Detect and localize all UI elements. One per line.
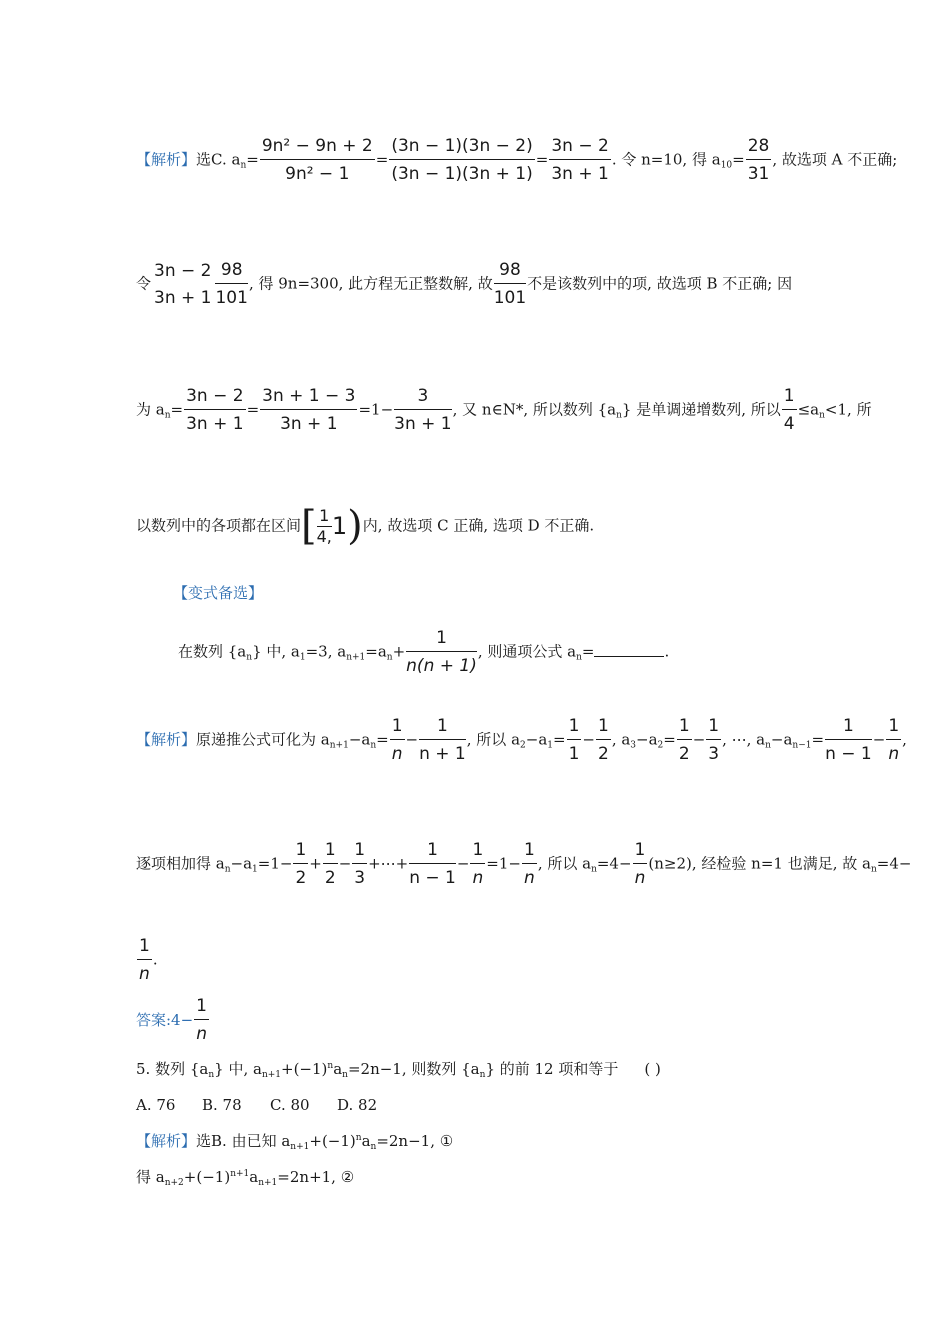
question-5: 5. 数列 $\{a_n\}$ 中, $a_{n+1}+(-1)^na_n=2n-1$, 则数列 $\{a_n\}$ 的前 12 项和等于 ( ): [136, 1060, 661, 1080]
variant-problem: 在数列 $\{a_n\}$ 中, $a_1=3$, $a_{n+1}=a_n+$ $\frac{1}{n(n + 1)}$ , 则通项公式 $a_n=$ .: [178, 628, 670, 676]
fraction: $\frac{(3n - 1)(3n - 2)}{(3n - 1)(3n + 1)}$: [391, 136, 533, 184]
fraction: $\frac{1}{1}$: [568, 716, 580, 764]
paragraph-analysis-8: 【解析】选B. 由已知 $a_{n+1}+(-1)^na_n=2n-1$, ①: [136, 1132, 454, 1152]
fraction: $\frac{28}{31}$: [747, 136, 770, 184]
answer-blank: [594, 644, 664, 657]
fraction: $\frac{1}{n - 1}$: [409, 840, 456, 888]
fraction: $\frac{3n - 2}{3n + 1}$: [186, 386, 244, 434]
fraction: $\frac{98}{101}$: [215, 260, 248, 308]
fraction: $\frac{\text{9n² − 9n + 2}}{\text{9n² − 1}}$: [261, 136, 373, 184]
interval-fraction: $\frac{1}{4,}$: [316, 505, 332, 546]
fraction: $\frac{1}{n - 1}$: [825, 716, 872, 764]
fraction: $\frac{1}{n}$: [196, 996, 207, 1044]
fraction: $\frac{1}{3}$: [708, 716, 720, 764]
fraction: $\frac{1}{4}$: [783, 386, 795, 434]
paragraph-analysis-4: 以数列中的各项都在区间[ $\frac{1}{4,}$ 1)内, 故选项 C 正确, 选项 D 不正确.: [136, 503, 595, 549]
option-c: C. 80: [270, 1096, 310, 1114]
fraction: $\frac{1}{2}$: [678, 716, 690, 764]
answer-label: 答案:4−: [136, 1011, 194, 1029]
fraction: $\frac{3}{3n + 1}$: [394, 386, 452, 434]
fraction: $\frac{1}{n}$: [634, 840, 646, 888]
variant-header: 【变式备选】: [173, 584, 264, 602]
option-a: A. 76: [136, 1096, 176, 1114]
fraction: $\frac{1}{n}$: [888, 716, 900, 764]
paragraph-analysis-2: 令 3n − 2 3n + 1 $\frac{98}{101}$ , 得 9n=300, 此方程无正整数解, 故 $\frac{98}{101}$ 不是该数列中的项, 故选项 B 不正确; 因: [136, 260, 793, 308]
paragraph-analysis-6: 逐项相加得 $a_n-a_1=1-$ $\frac{1}{2}$ + $\frac{1}{2}$ − $\frac{1}{3}$ +⋯+ $\frac{1}{n - 1}$ − $\frac{1}{n}$ =1− $\frac{1}{n}$ , 所以 $a_n=4-$ $\frac{1}{n}$ (n≥2), 经检验 n=1 也满足, 故 $a_n=4-$: [136, 840, 912, 888]
fraction: $\frac{1}{n(n + 1)}$: [406, 628, 477, 676]
analysis-tag: 【解析】: [136, 150, 197, 169]
fraction: $\frac{1}{2}$: [324, 840, 336, 888]
fraction: $\frac{1}{2}$: [597, 716, 609, 764]
fraction: 3n − 2 3n + 1: [154, 260, 212, 308]
paragraph-analysis-1: 【解析】选C. $a_n=$ $\frac{\text{9n² − 9n + 2}}{\text{9n² − 1}}$ = $\frac{(3n - 1)(3n - 2)}{(3n - 1)(3n + 1)}$ = $\frac{3n - 2}{3n + 1}$ . 令 n=10, 得 $a_{10}=$ $\frac{28}{31}$ , 故选项 A 不正确;: [136, 136, 898, 184]
fraction: $\frac{1}{n}$: [391, 716, 403, 764]
answer-paren: ( ): [644, 1060, 661, 1078]
paragraph-analysis-9: 得 $a_{n+2}+(-1)^{n+1}a_{n+1}=2n+1$, ②: [136, 1168, 355, 1188]
fraction: $\frac{1}{n}$: [139, 936, 150, 984]
fraction: $\frac{1}{n}$: [523, 840, 535, 888]
question-5-options: [136, 1098, 377, 1113]
option-b: B. 78: [202, 1096, 242, 1114]
fraction: $\frac{3n + 1 - 3}{3n + 1}$: [262, 386, 356, 434]
fraction: $\frac{1}{3}$: [354, 840, 366, 888]
fraction: $\frac{1}{2}$: [295, 840, 307, 888]
paragraph-analysis-3: 为 $a_n=$ $\frac{3n - 2}{3n + 1}$ = $\frac{3n + 1 - 3}{3n + 1}$ =1− $\frac{3}{3n + 1}$ , 又 n∈N*, 所以数列 $\{a_n\}$ 是单调递增数列, 所以 $\frac{1}{4}$ $\le a_n<1$, 所: [136, 386, 872, 434]
fraction: $\frac{98}{101}$: [493, 260, 527, 308]
fraction: $\frac{1}{n}$: [472, 840, 484, 888]
option-d: D. 82: [337, 1096, 378, 1114]
fraction: $\frac{3n - 2}{3n + 1}$: [551, 136, 609, 184]
paragraph-analysis-5: 【解析】原递推公式可化为 $a_{n+1}-a_n=$ $\frac{1}{n}$ − $\frac{1}{n + 1}$ , 所以 $a_2-a_1=$ $\frac{1}{1}$ − $\frac{1}{2}$ , $a_3-a_2=$ $\frac{1}{2}$ − $\frac{1}{3}$ , ⋯, $a_n-a_{n-1}=$ $\frac{1}{n - 1}$ − $\frac{1}{n}$ ,: [136, 716, 907, 764]
paragraph-analysis-7: $\frac{1}{n}$ .: [139, 936, 158, 984]
fraction: $\frac{1}{n + 1}$: [419, 716, 466, 764]
answer-line: [136, 998, 210, 1043]
